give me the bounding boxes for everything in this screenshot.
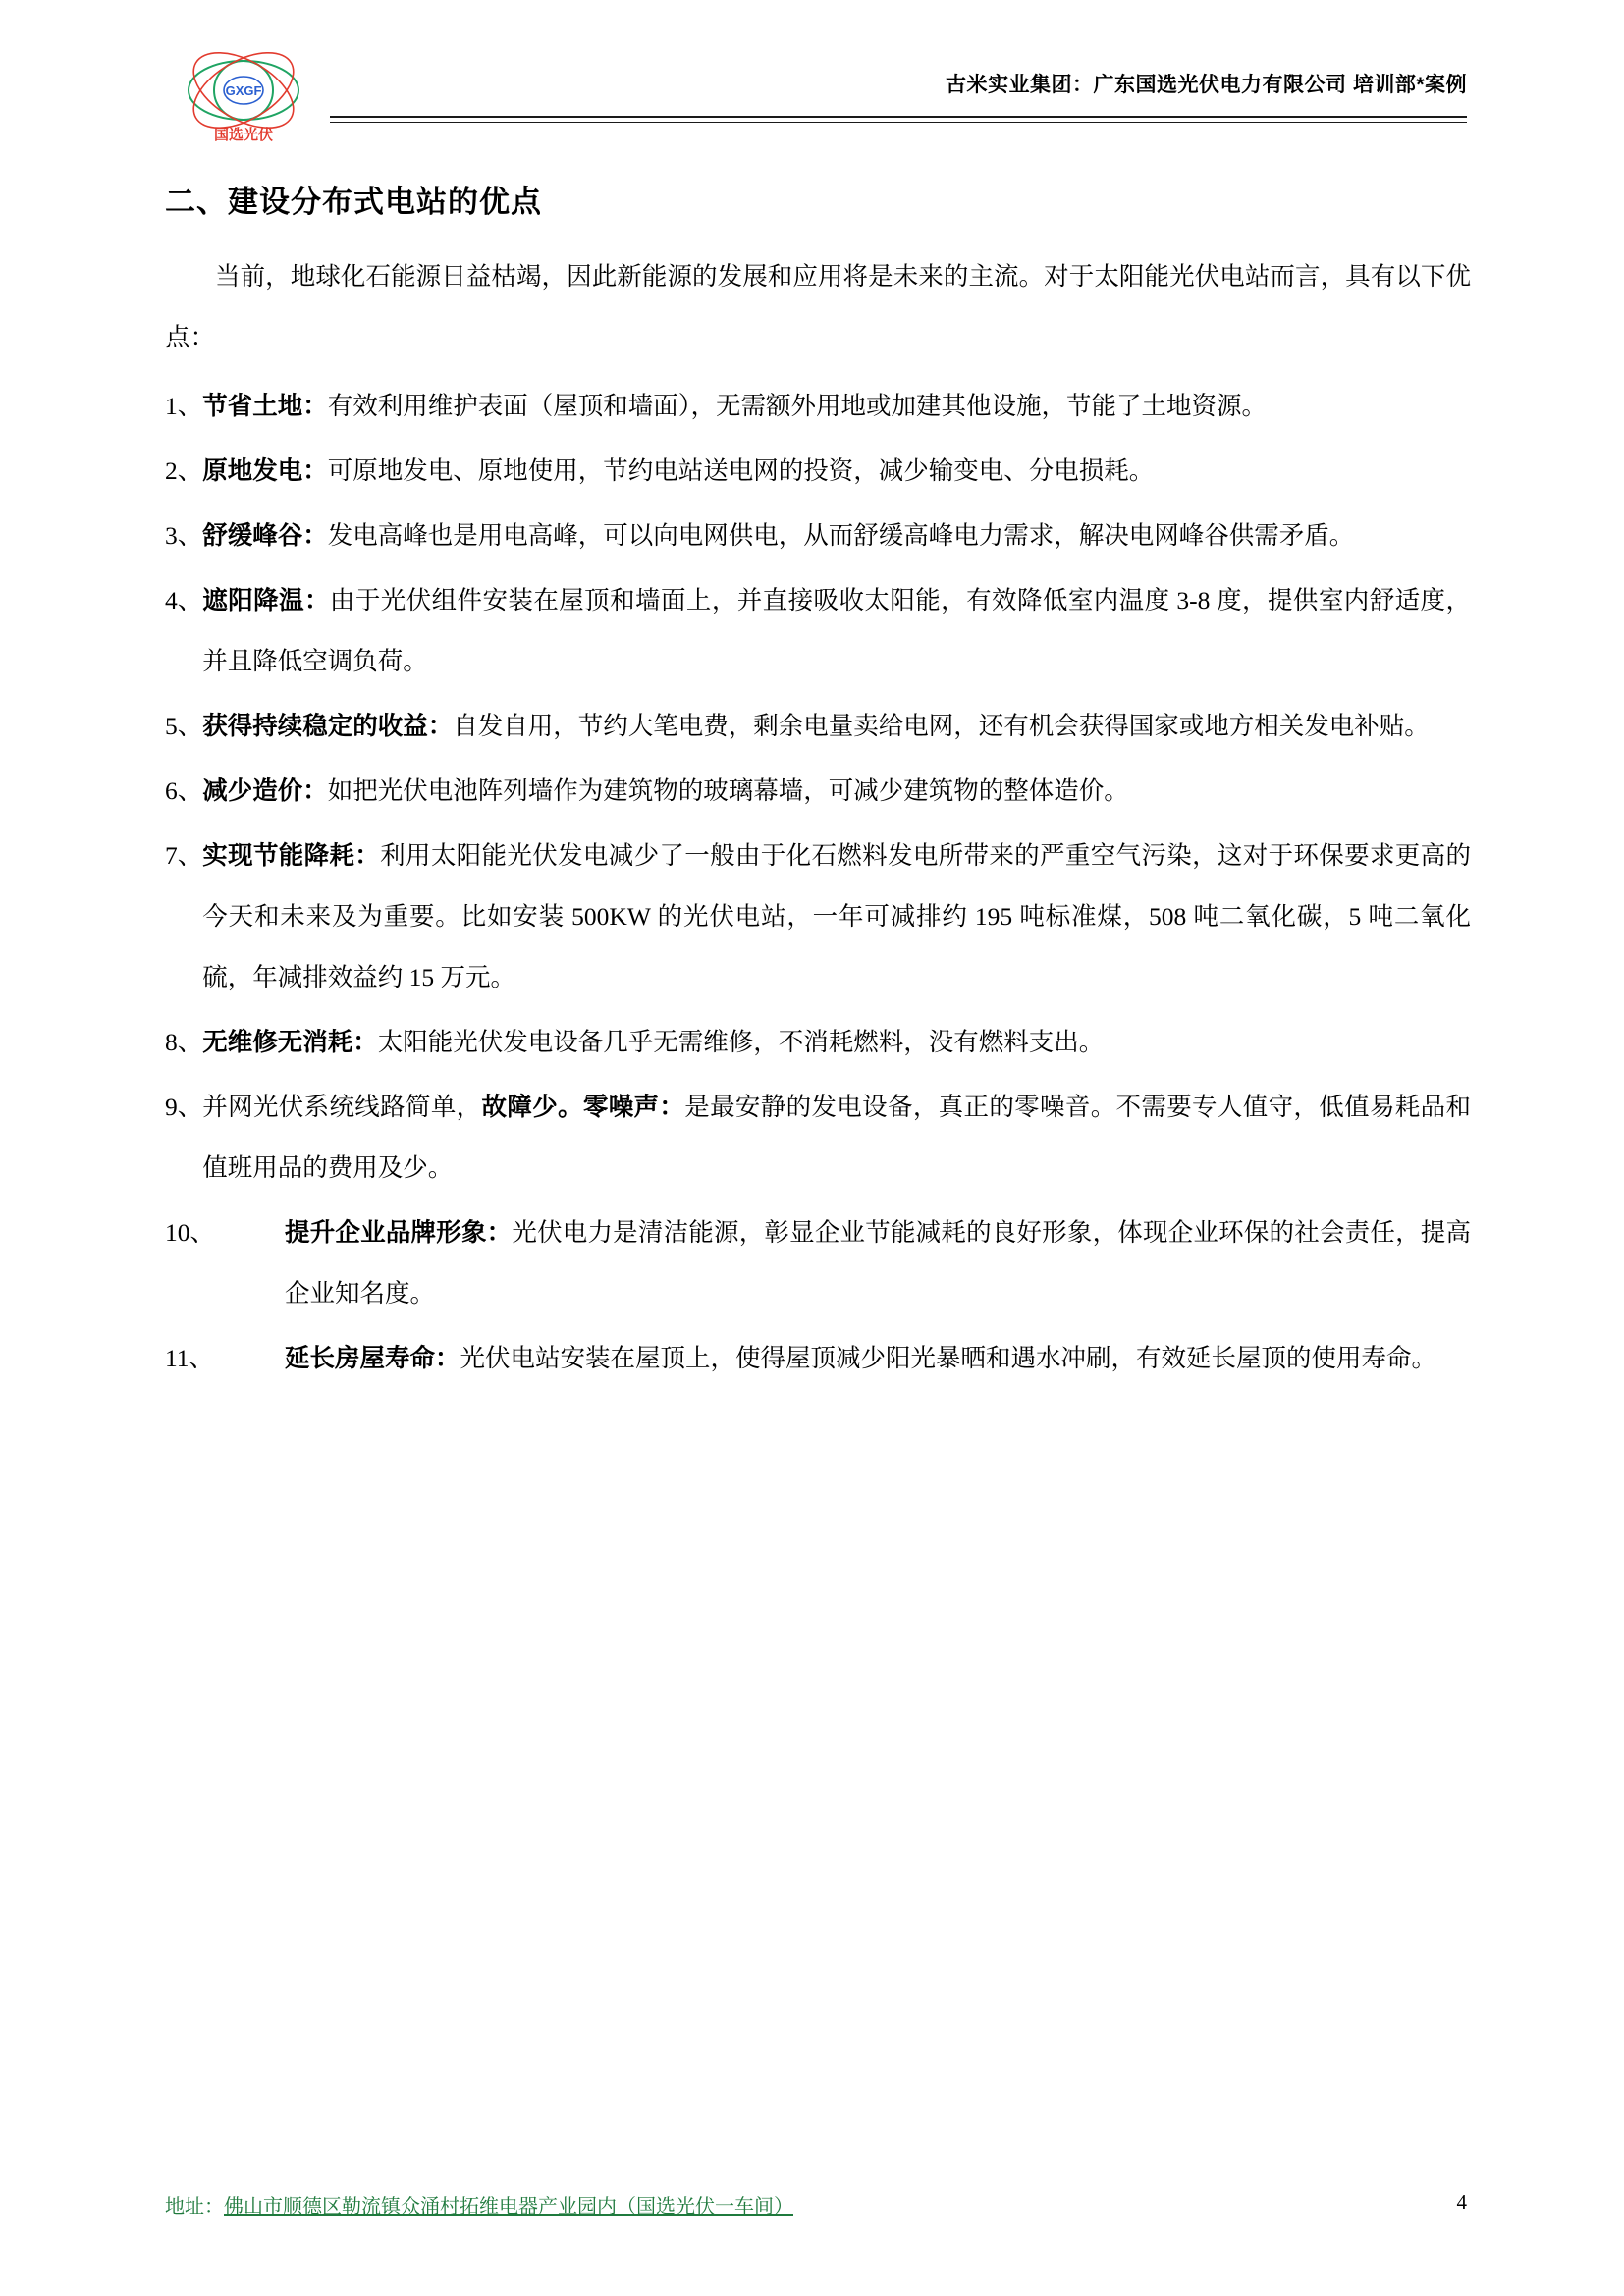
list-item-body	[202, 570, 1471, 692]
list-item-text: 太阳能光伏发电设备几乎无需维修，不消耗燃料，没有燃料支出。	[377, 1028, 1105, 1056]
list-item-text: 是最安静的发电设备，真正的零噪音。不需要专人值守，低值易耗品和值班用品的费用及少。	[202, 1093, 1471, 1182]
list-item-body	[202, 1012, 1471, 1073]
list-item	[165, 506, 1471, 566]
list-item-text: 有效利用维护表面（屋顶和墙面），无需额外用地或加建其他设施，节能了土地资源。	[327, 392, 1268, 420]
list-item-lead-bold: 原地发电：	[202, 457, 328, 485]
list-item-text: 利用太阳能光伏发电减少了一般由于化石燃料发电所带来的严重空气污染，这对于环保要求更高的今天和未来及为重要。比如安装 500KW 的光伏电站，一年可减排约 195 吨标准煤，508 吨二氧化碳，5 吨二氧化硫，年减排效益约 15 万元。	[202, 841, 1471, 991]
page-footer	[165, 2190, 1467, 2229]
list-item-body	[202, 1077, 1471, 1199]
list-item-lead-bold: 实现节能降耗：	[202, 842, 381, 870]
page-header	[157, 41, 1467, 149]
list-item-number: 10、	[165, 1218, 216, 1247]
document-body	[165, 177, 1471, 1393]
list-item-text: 自发自用，节约大笔电费，剩余电量卖给电网，还有机会获得国家或地方相关发电补贴。	[453, 712, 1430, 740]
list-item-lead-bold: 故障少。零噪声：	[481, 1094, 685, 1121]
list-item-lead-bold: 无维修无消耗：	[202, 1029, 378, 1056]
list-item-lead-bold: 获得持续稳定的收益：	[202, 713, 454, 740]
list-item-number: 11、	[165, 1344, 215, 1372]
list-item	[165, 696, 1471, 757]
list-item-body	[202, 506, 1471, 566]
svg-text:GXGF: GXGF	[225, 83, 262, 98]
list-item-lead-bold: 延长房屋寿命：	[285, 1345, 460, 1372]
list-item	[165, 761, 1471, 822]
list-item-lead-bold: 提升企业品牌形象：	[285, 1219, 513, 1247]
list-item-body	[285, 1328, 1471, 1389]
list-item	[165, 441, 1471, 502]
list-item-lead-bold: 节省土地：	[202, 393, 328, 420]
list-item-text: 发电高峰也是用电高峰，可以向电网供电，从而舒缓高峰电力需求，解决电网峰谷供需矛盾。	[327, 521, 1355, 550]
list-item-lead-bold: 舒缓峰谷：	[202, 522, 328, 550]
list-item-lead-bold: 遮阳降温：	[202, 587, 330, 614]
header-company-line: 古米实业集团：广东国选光伏电力有限公司 培训部*案例	[945, 74, 1467, 96]
header-divider-thick	[330, 116, 1467, 118]
list-item-text: 如把光伏电池阵列墙作为建筑物的玻璃幕墙，可减少建筑物的整体造价。	[327, 776, 1129, 805]
list-item	[165, 376, 1471, 437]
list-item-lead-bold: 减少造价：	[202, 777, 328, 805]
list-item-text: 光伏电站安装在屋顶上，使得屋顶减少阳光暴晒和遇水冲刷，有效延长屋顶的使用寿命。	[460, 1344, 1437, 1372]
list-item-body	[285, 1202, 1471, 1324]
list-item-text: 可原地发电、原地使用，节约电站送电网的投资，减少输变电、分电损耗。	[327, 456, 1155, 485]
page-number: 4	[1456, 2190, 1467, 2214]
list-item-number: 8、	[165, 1028, 203, 1056]
list-item-number: 7、	[165, 841, 203, 870]
list-item-number: 9、	[165, 1093, 203, 1121]
list-item-body	[202, 696, 1471, 757]
svg-text:国选光伏: 国选光伏	[213, 127, 274, 143]
list-item-body	[202, 826, 1471, 1008]
company-logo-icon	[179, 49, 308, 151]
list-item-number: 3、	[165, 521, 203, 550]
list-item-body	[202, 376, 1471, 437]
list-item-number: 5、	[165, 712, 203, 740]
list-item-lead-text: 并网光伏系统线路简单，	[202, 1093, 482, 1121]
list-item-text: 由于光伏组件安装在屋顶和墙面上，并直接吸收太阳能，有效降低室内温度 3-8 度，提供室内舒适度，并且降低空调负荷。	[202, 586, 1471, 675]
list-item-number: 6、	[165, 776, 203, 805]
list-item	[165, 570, 1471, 692]
section-title: 二、建设分布式电站的优点	[165, 185, 542, 219]
list-item-number: 2、	[165, 456, 203, 485]
footer-address-label: 地址：	[165, 2196, 224, 2217]
list-item	[165, 826, 1471, 1008]
footer-address-value: 佛山市顺德区勒流镇众涌村拓维电器产业园内（国选光伏一车间）	[224, 2196, 793, 2217]
list-item	[165, 1077, 1471, 1199]
list-item-body	[202, 441, 1471, 502]
list-item-text: 光伏电力是清洁能源，彰显企业节能减耗的良好形象，体现企业环保的社会责任，提高企业知名度。	[285, 1218, 1471, 1308]
list-item-number: 4、	[165, 586, 203, 614]
list-item	[165, 1328, 1471, 1389]
intro-paragraph: 当前，地球化石能源日益枯竭，因此新能源的发展和应用将是未来的主流。对于太阳能光伏电站而言，具有以下优点：	[165, 262, 1471, 351]
list-item-number: 1、	[165, 392, 203, 420]
header-divider-thin	[330, 122, 1467, 123]
list-item	[165, 1012, 1471, 1073]
list-item-body	[202, 761, 1471, 822]
footer-address	[165, 2190, 793, 2218]
list-item	[165, 1202, 1471, 1324]
